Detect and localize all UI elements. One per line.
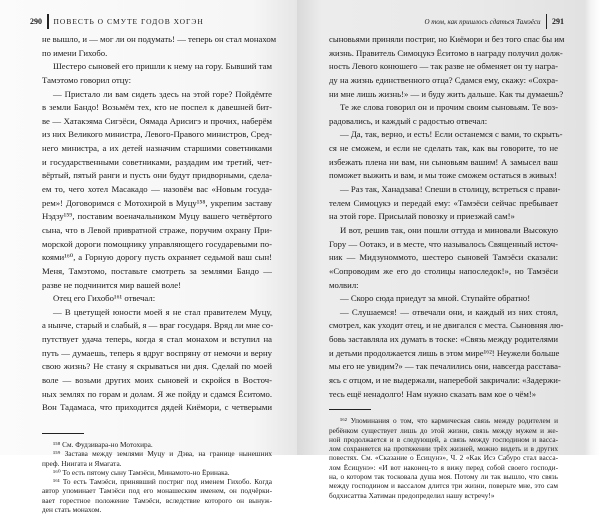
text-line: не вышло, и — мог ли он подумать! — теперь он стал монахом [42,34,277,44]
paragraph [329,306,564,401]
text-line: Вон Тадамаса, что приходится дядей Киёмори, с четверыми [42,402,272,413]
text-line: Отец его Гихобо¹⁶¹ отвечал: [53,293,156,304]
text-line: автор упоминает Тамэёси под его монашеским именем, он подчёрки- [42,486,272,496]
footnote-separator [329,409,371,410]
text-line: на, о котором так тосковала душа моя. Потому ли так вышло, что связь [329,472,558,482]
text-line: и детьми продолжается лишь в этом мире¹⁶²! Неужели больше [329,347,560,358]
footnotes [42,440,272,514]
paragraph [42,33,277,60]
text-line: разве не подчинится мир вашей воле! [42,279,182,290]
text-line: ден стать монахом. [42,505,102,514]
text-line: смотрел, как уходит отец, и не двигался с места. Сыновняя лю- [329,320,564,331]
text-line: ¹⁶² Упоминания о том, что кармическая связь между родителем и [340,416,558,426]
text-line: между господином и вассалом длится три жизни, поверьте мне, это сам [329,481,558,491]
page-body [329,33,565,500]
paragraph [329,224,558,292]
text-line: Нэдзу¹⁵⁹, поставим военачальником Муцу вашего четвёртого [42,211,272,222]
footnote-separator [42,433,84,434]
text-line: ни мне лишь жизнь!» — и буду жить дальше. Как ты думаешь? [329,88,564,99]
text-line: — В цветущей юности моей я не стал правителем Муцу, [53,306,272,317]
text-line: жизнь. Правитель Симоцукэ Ёситомо в награду получил долж- [329,47,563,58]
running-header [424,14,564,29]
footnotes [329,416,558,500]
text-line: лом Ёсицунэ»: «И вот наконец-то я вижу перед собой своего господи- [329,462,558,472]
text-line: поможет выжить и вам, и мы тоже сможем остаться в живых! [329,170,557,181]
text-line: «Сопроводим же его до столицы напоследок!», но Тамэёси [329,265,558,276]
text-line: — Раз так, Ханадзава! Спеши в столицу, встреться с прави- [340,184,561,195]
text-line: Меня, Тамэтомо, поставьте смотреть за землями Бандо — [42,265,272,276]
footnote [42,440,272,449]
text-line: — Да, так, верно, и есть! Если останемся с вами, то скрыть- [340,129,563,140]
text-line: из них Великого министра, Левого-Правого министров, Сред- [42,129,272,140]
text-line: — Скоро сюда приедут за мной. Ступайте обратно! [340,293,531,304]
text-line: лом сохраняется на протяжении трёх жизней, можно видеть и в других [329,444,558,454]
text-line: ся не сможем, и если не сделать так, как вы говорите, то не [329,143,558,154]
text-line: Те же слова говорил он и прочим своим сыновьям. Те воз- [340,102,558,113]
page-body [42,33,277,514]
text-line: бодхисаттва Хатиман предопределил нашу встречу!» [329,490,495,500]
text-line: повестях. См. «Сказание о Ёсицунэ», Ч. 2 «Как Исэ Сабуро стал васса- [329,453,558,463]
main-text [329,33,565,401]
text-line: и государственными советниками, раздадим им третий, чет- [42,156,272,167]
footnote [329,416,558,500]
text-line: — Слушаемся! — отвечали они, и каждый из них стоял, [340,306,558,317]
text-line: телем Симоцукэ и передай ему: «Тамэёси сейчас пребывает [329,197,558,208]
paragraph [329,183,561,224]
text-line: путь — думаешь, теперь я вдруг воспряну от немочи и верну [42,347,272,358]
page-number: 291 [552,17,564,26]
text-line: на этой горе. Присылай повозку и приезжай сам!» [329,211,515,222]
page-number: 290 [30,17,42,26]
paragraph [329,128,563,183]
text-line: ясь с отцом, и не выдержали, наперебой закричали: «Задержи- [329,375,561,386]
text-line: мы его не увидим?» — так печалились они, навсегда расстава- [329,361,561,372]
paragraph [329,101,558,128]
text-line: рем»! Договоримся с Мотохирой в Муцу¹⁵⁸, укрепим заставу [42,197,272,208]
text-line: сына, что в Левой привратной страже, поручим охрану При- [42,224,272,235]
right-page [297,0,600,500]
text-line: избежать плена ни вам, ни сыновьям вашим! А замысел ваш [329,156,558,167]
running-title: ПОВЕСТЬ О СМУТЕ ГОДОВ ХОГЭН [53,17,204,26]
text-line: бовь заставляла их думать в тоске: «Связь между родителями [329,334,558,345]
text-line: ребёнком существует лишь до этой жизни, связь между мужем и же- [329,425,558,435]
text-line: Шестеро сыновей его пришли к нему на гору. Бывший там [53,61,272,72]
text-line: преф. Ниигата и Ямагата. [42,458,122,468]
text-line: И вот, решив так, они пошли оттуда и миновали Высокую [340,224,558,235]
text-line: свою жизнь? Не стану я скрываться ни дня. Сделай по моей [42,361,272,372]
text-line: ность Левого конюшего — так разве не обменяет он ту награ- [329,61,559,72]
running-header [30,14,204,29]
text-line: по имени Гихобо. [42,47,108,58]
paragraph [42,292,272,306]
text-line: тесь ещё ненадолго! Нам нужно сказать вам кое о чём!» [329,388,537,399]
text-line: Гору — Оотакэ, и в месте, что называлось Священный источ- [329,238,558,249]
paragraph [42,306,272,415]
text-line: ных землях по горам и долам. Я же пойду и сдамся Ёситомо. [42,388,272,399]
text-line: ве — Хатакэяма Сигэёси, Оямада Арисигэ и прочих, наберём [42,115,272,126]
text-line: ник — Мидзуноммото, шестеро сыновей Тамэёси сказали: [329,252,558,263]
text-line: ¹⁵⁹ Застава между землями Муцу и Дэва, на границе нынешних [53,449,272,459]
footnote [42,477,272,514]
text-line: морской дороги помощнику управляющего государевыми по- [42,238,272,249]
text-line: сыновьями приняли постриг, но Киёмори и без того спас бы им [329,34,565,44]
text-line: вёртый, пятый ранги и пусть они будут придворными, сдела- [42,170,272,181]
header-divider [546,14,548,29]
paragraph [42,60,272,87]
text-line: вает горестное положение Тамэёси, вследствие которого он вынуж- [42,495,272,505]
paragraph [329,292,558,306]
text-line: ем то, чего хотел Масакадо — назовём вас «Новым госуда- [42,184,272,195]
paragraph [42,88,272,293]
text-line: ¹⁶⁰ То есть пятому сыну Тамэёси, Минамото-но Ёринака. [53,467,230,477]
paragraph [329,33,565,101]
left-page [0,0,297,514]
text-line: путствует удача теперь, когда я стал монахом и вступил на [42,334,272,345]
main-text [42,33,277,415]
text-line: ду на жизнь единственного отца? Сдамся ему, скажу: «Сохра- [329,74,558,85]
header-divider [47,14,49,29]
text-line: в земли Бандо! Возьмём тех, кто не поспел к давешней бит- [42,102,272,113]
text-line: ной продолжается и в следующей, а связь между господином и васса- [329,434,558,444]
text-line: радовались, и каждый с радостью отвечал: [329,115,488,126]
text-line: — Пристало ли вам сидеть здесь на этой горе? Пойдёмте [53,88,272,99]
text-line: ¹⁵⁸ См. Фудзивара-но Мотохира. [53,439,153,449]
footnote [42,449,272,468]
text-line: Тамэтомо говорил отцу: [42,74,132,85]
text-line: него министра, а их детей назначим старшими советниками [42,143,272,154]
text-line: коями¹⁶⁰, а Горную дорогу пусть охраняет седьмой ваш сын! [42,252,272,263]
text-line: ¹⁶¹ То есть Тамэёси, принявший постриг под именем Гихобо. Когда [53,477,272,487]
text-line: а нынче, старый и слабый, я — враг государя. Вряд ли мне со- [42,320,274,331]
text-line: воле — возьми других моих сыновей и скройся в Восточ- [42,375,272,386]
running-title: О том, как пришлось сдаться Тамэёси [424,17,541,26]
footnote [42,468,272,477]
text-line: молвил: [329,279,359,290]
